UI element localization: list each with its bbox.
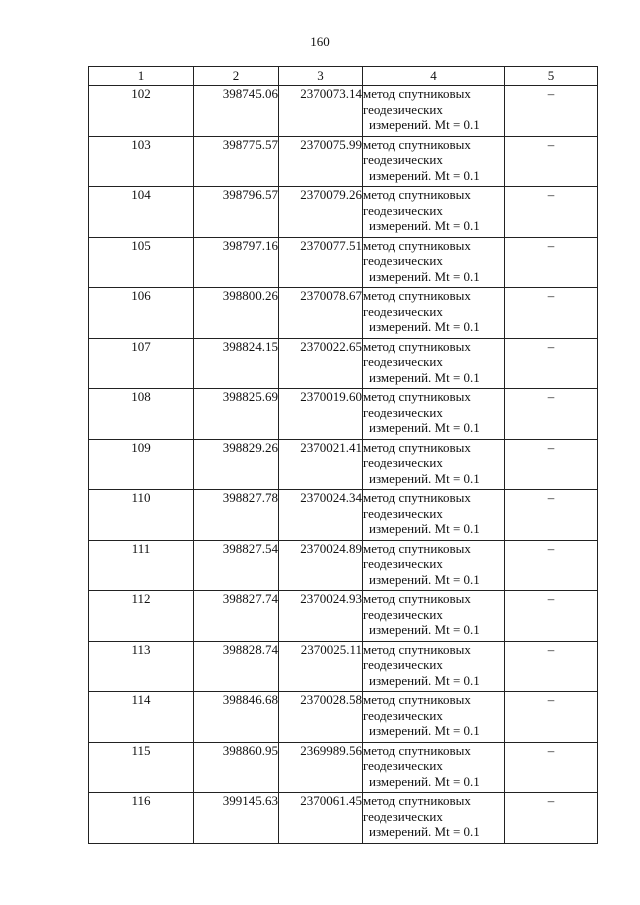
x-coordinate-cell: 398797.16 <box>194 237 279 288</box>
y-coordinate-cell: 2370075.99 <box>279 136 363 187</box>
table-header <box>89 67 598 86</box>
dash-cell: – <box>505 136 598 187</box>
point-number-cell: 105 <box>89 237 194 288</box>
dash-cell: – <box>505 742 598 793</box>
dash-cell: – <box>505 490 598 541</box>
method-cell <box>363 692 505 743</box>
x-coordinate-cell: 398828.74 <box>194 641 279 692</box>
table-row <box>89 338 598 389</box>
method-text-line3: измерений. Mt = 0.1 <box>369 824 480 839</box>
y-coordinate-cell: 2370073.14 <box>279 86 363 137</box>
method-text-line2: геодезических <box>363 101 443 117</box>
point-number-cell: 112 <box>89 591 194 642</box>
method-text-line2: геодезических <box>363 202 443 218</box>
method-cell <box>363 439 505 490</box>
table-row <box>89 692 598 743</box>
method-text-line1: метод спутниковых <box>363 288 471 303</box>
y-coordinate-cell: 2369989.56 <box>279 742 363 793</box>
method-text-line3: измерений. Mt = 0.1 <box>369 268 480 284</box>
x-coordinate-cell: 398846.68 <box>194 692 279 743</box>
table-row <box>89 490 598 541</box>
point-number-cell: 110 <box>89 490 194 541</box>
table-row <box>89 389 598 440</box>
y-coordinate-cell: 2370025.11 <box>279 641 363 692</box>
dash-cell: – <box>505 288 598 339</box>
x-coordinate-cell: 398827.54 <box>194 540 279 591</box>
point-number-cell: 107 <box>89 338 194 389</box>
dash-cell: – <box>505 187 598 238</box>
method-text-line2: геодезических <box>363 505 443 521</box>
x-coordinate-cell: 398745.06 <box>194 86 279 137</box>
method-text-line1: метод спутниковых <box>363 591 471 606</box>
point-number-cell: 113 <box>89 641 194 692</box>
dash-cell: – <box>505 540 598 591</box>
x-coordinate-cell: 398800.26 <box>194 288 279 339</box>
method-cell <box>363 793 505 844</box>
dash-cell: – <box>505 439 598 490</box>
header-row <box>89 67 598 86</box>
method-text-line2: геодезических <box>363 758 443 773</box>
method-cell <box>363 742 505 793</box>
method-text-line3: измерений. Mt = 0.1 <box>369 521 480 536</box>
y-coordinate-cell: 2370022.65 <box>279 338 363 389</box>
point-number-cell: 114 <box>89 692 194 743</box>
method-text-line3: измерений. Mt = 0.1 <box>369 369 480 385</box>
point-number-cell: 106 <box>89 288 194 339</box>
x-coordinate-cell: 398824.15 <box>194 338 279 389</box>
point-number-cell: 111 <box>89 540 194 591</box>
table-row <box>89 288 598 339</box>
method-text-line3: измерений. Mt = 0.1 <box>369 218 480 233</box>
point-number-cell: 103 <box>89 136 194 187</box>
method-text-line1: метод спутниковых <box>363 136 471 152</box>
page-number: 160 <box>310 34 330 49</box>
method-cell <box>363 338 505 389</box>
table-row <box>89 641 598 692</box>
dash-cell: – <box>505 389 598 440</box>
method-text-line3: измерений. Mt = 0.1 <box>369 319 480 334</box>
method-text-line2: геодезических <box>363 808 443 824</box>
method-cell <box>363 86 505 137</box>
method-text-line2: геодезических <box>363 253 443 268</box>
method-text-line3: измерений. Mt = 0.1 <box>369 622 480 637</box>
method-text-line2: геодезических <box>363 606 443 622</box>
y-coordinate-cell: 2370077.51 <box>279 237 363 288</box>
table-row <box>89 540 598 591</box>
method-text-line1: метод спутниковых <box>363 389 471 404</box>
dash-cell: – <box>505 591 598 642</box>
method-cell <box>363 288 505 339</box>
x-coordinate-cell: 398827.78 <box>194 490 279 541</box>
method-text-line2: геодезических <box>363 455 443 470</box>
method-text-line3: измерений. Mt = 0.1 <box>369 773 480 789</box>
header-col-5: 5 <box>505 67 598 86</box>
method-text-line2: геодезических <box>363 404 443 420</box>
y-coordinate-cell: 2370019.60 <box>279 389 363 440</box>
method-cell <box>363 490 505 541</box>
y-coordinate-cell: 2370078.67 <box>279 288 363 339</box>
y-coordinate-cell: 2370028.58 <box>279 692 363 743</box>
point-number-cell: 102 <box>89 86 194 137</box>
x-coordinate-cell: 398796.57 <box>194 187 279 238</box>
y-coordinate-cell: 2370061.45 <box>279 793 363 844</box>
y-coordinate-cell: 2370024.93 <box>279 591 363 642</box>
header-col-2: 2 <box>194 67 279 86</box>
method-text-line2: геодезических <box>363 657 443 672</box>
method-text-line1: метод спутниковых <box>363 793 471 808</box>
point-number-cell: 109 <box>89 439 194 490</box>
method-text-line1: метод спутниковых <box>363 237 471 253</box>
table-row <box>89 136 598 187</box>
method-text-line2: геодезических <box>363 707 443 723</box>
method-text-line1: метод спутниковых <box>363 641 471 657</box>
point-number-cell: 115 <box>89 742 194 793</box>
method-text-line1: метод спутниковых <box>363 692 471 707</box>
header-col-1: 1 <box>89 67 194 86</box>
y-coordinate-cell: 2370024.34 <box>279 490 363 541</box>
method-cell <box>363 136 505 187</box>
y-coordinate-cell: 2370024.89 <box>279 540 363 591</box>
table-row <box>89 237 598 288</box>
dash-cell: – <box>505 338 598 389</box>
method-text-line3: измерений. Mt = 0.1 <box>369 723 480 738</box>
method-text-line3: измерений. Mt = 0.1 <box>369 167 480 183</box>
method-text-line3: измерений. Mt = 0.1 <box>369 672 480 688</box>
coordinates-table <box>88 66 598 844</box>
method-text-line1: метод спутниковых <box>363 490 471 505</box>
x-coordinate-cell: 398829.26 <box>194 439 279 490</box>
method-text-line2: геодезических <box>363 303 443 319</box>
table-row <box>89 793 598 844</box>
dash-cell: – <box>505 237 598 288</box>
dash-cell: – <box>505 641 598 692</box>
x-coordinate-cell: 399145.63 <box>194 793 279 844</box>
method-cell <box>363 389 505 440</box>
method-text-line3: измерений. Mt = 0.1 <box>369 470 480 486</box>
method-text-line1: метод спутниковых <box>363 742 471 758</box>
method-text-line1: метод спутниковых <box>363 86 471 101</box>
method-cell <box>363 591 505 642</box>
table-row <box>89 187 598 238</box>
method-cell <box>363 540 505 591</box>
point-number-cell: 108 <box>89 389 194 440</box>
method-cell <box>363 187 505 238</box>
method-text-line1: метод спутниковых <box>363 540 471 556</box>
header-col-4: 4 <box>363 67 505 86</box>
x-coordinate-cell: 398827.74 <box>194 591 279 642</box>
dash-cell: – <box>505 793 598 844</box>
method-text-line2: геодезических <box>363 152 443 167</box>
x-coordinate-cell: 398860.95 <box>194 742 279 793</box>
x-coordinate-cell: 398825.69 <box>194 389 279 440</box>
y-coordinate-cell: 2370021.41 <box>279 439 363 490</box>
method-cell <box>363 237 505 288</box>
method-text-line1: метод спутниковых <box>363 439 471 455</box>
point-number-cell: 116 <box>89 793 194 844</box>
x-coordinate-cell: 398775.57 <box>194 136 279 187</box>
method-text-line1: метод спутниковых <box>363 338 471 354</box>
method-text-line3: измерений. Mt = 0.1 <box>369 117 480 132</box>
dash-cell: – <box>505 86 598 137</box>
table-row <box>89 591 598 642</box>
method-cell <box>363 641 505 692</box>
dash-cell: – <box>505 692 598 743</box>
table-row <box>89 742 598 793</box>
method-text-line2: геодезических <box>363 556 443 571</box>
point-number-cell: 104 <box>89 187 194 238</box>
method-text-line1: метод спутниковых <box>363 187 471 202</box>
table-row <box>89 439 598 490</box>
table-body <box>89 86 598 844</box>
method-text-line3: измерений. Mt = 0.1 <box>369 420 480 435</box>
method-text-line3: измерений. Mt = 0.1 <box>369 571 480 587</box>
method-text-line2: геодезических <box>363 354 443 369</box>
header-col-3: 3 <box>279 67 363 86</box>
y-coordinate-cell: 2370079.26 <box>279 187 363 238</box>
table-row <box>89 86 598 137</box>
